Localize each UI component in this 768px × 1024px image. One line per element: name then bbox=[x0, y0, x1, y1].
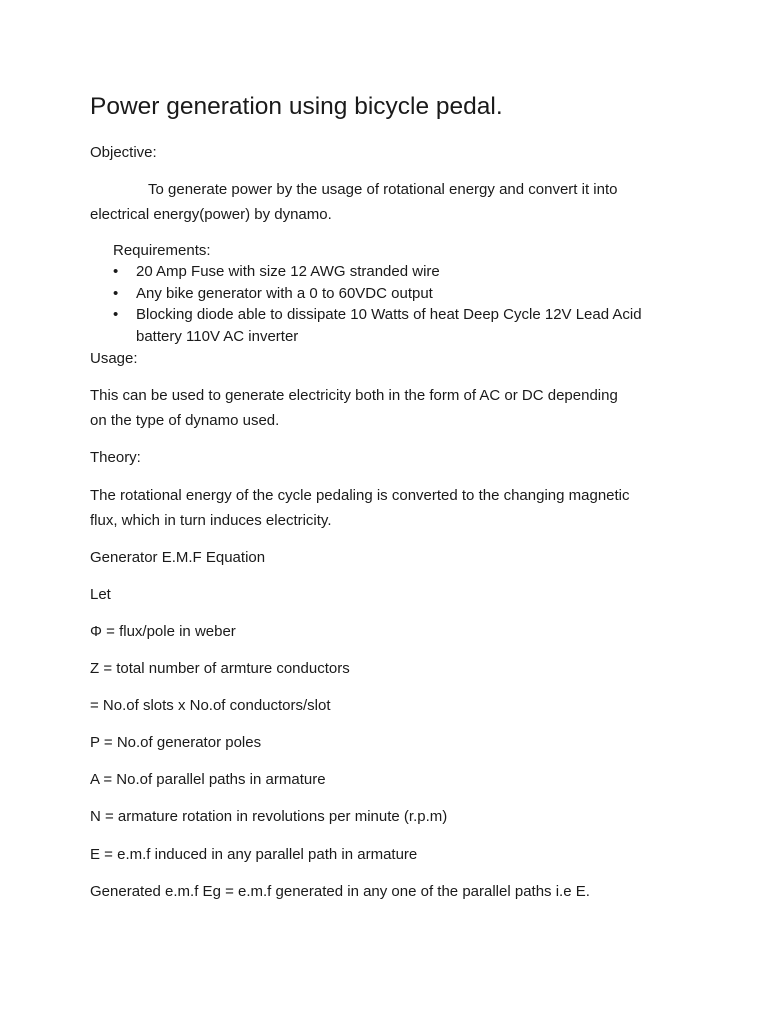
requirement-item bbox=[113, 261, 642, 283]
bullet-icon: • bbox=[113, 306, 119, 323]
emf-equation-heading: Generator E.M.F Equation bbox=[90, 549, 266, 566]
requirements-list bbox=[113, 261, 642, 347]
definition-line: P = No.of generator poles bbox=[90, 734, 262, 751]
let-label: Let bbox=[90, 586, 111, 603]
requirement-text: Blocking diode able to dissipate 10 Watts of heat Deep Cycle 12V Lead Acid bbox=[136, 306, 642, 323]
definition-line: Generated e.m.f Eg = e.m.f generated in any one of the parallel paths i.e E. bbox=[90, 883, 590, 900]
theory-line-1: The rotational energy of the cycle pedaling is converted to the changing magnetic bbox=[90, 487, 630, 504]
objective-line-2: electrical energy(power) by dynamo. bbox=[90, 206, 332, 223]
usage-paragraph bbox=[90, 383, 618, 433]
bullet-icon: • bbox=[113, 284, 119, 302]
objective-heading: Objective: bbox=[90, 144, 157, 161]
bullet-icon: • bbox=[113, 263, 119, 280]
requirement-text: Any bike generator with a 0 to 60VDC output bbox=[136, 284, 433, 302]
theory-heading: Theory: bbox=[90, 449, 141, 466]
usage-heading: Usage: bbox=[90, 350, 138, 367]
objective-paragraph bbox=[90, 177, 617, 227]
requirement-text: 20 Amp Fuse with size 12 AWG stranded wire bbox=[136, 263, 440, 280]
objective-line-1: To generate power by the usage of rotational energy and convert it into bbox=[148, 181, 618, 198]
usage-line-1: This can be used to generate electricity both in the form of AC or DC depending bbox=[90, 387, 618, 404]
definition-line: E = e.m.f induced in any parallel path in armature bbox=[90, 846, 418, 863]
definition-line: Φ = flux/pole in weber bbox=[90, 623, 236, 640]
theory-line-2: flux, which in turn induces electricity. bbox=[90, 512, 332, 529]
requirements-heading: Requirements: bbox=[113, 242, 211, 259]
document-title: Power generation using bicycle pedal. bbox=[90, 93, 503, 120]
definition-line: N = armature rotation in revolutions per minute (r.p.m) bbox=[90, 808, 448, 825]
requirement-item-continuation bbox=[113, 326, 642, 348]
requirement-item bbox=[113, 283, 642, 305]
requirement-text: battery 110V AC inverter bbox=[136, 327, 299, 345]
requirement-item bbox=[113, 304, 642, 326]
definition-line: Z = total number of armture conductors bbox=[90, 660, 350, 677]
definition-line: = No.of slots x No.of conductors/slot bbox=[90, 697, 331, 714]
definition-line: A = No.of parallel paths in armature bbox=[90, 771, 326, 788]
theory-paragraph bbox=[90, 483, 630, 533]
usage-line-2: on the type of dynamo used. bbox=[90, 412, 280, 429]
